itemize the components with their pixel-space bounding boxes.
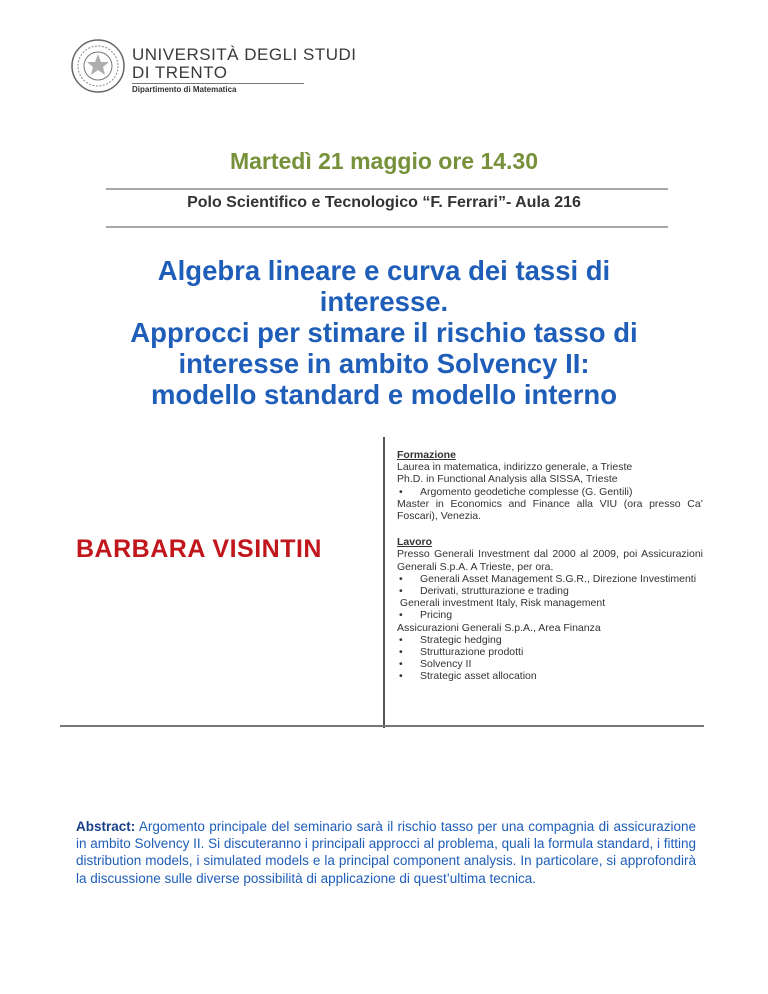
lavoro-heading: Lavoro — [397, 536, 433, 549]
formazione-heading: Formazione — [397, 449, 456, 461]
title-line: interesse. — [319, 286, 449, 317]
bio-line: Master in Economics and Finance alla VIU (ora presso Ca’ Foscari), Venezia. — [397, 497, 703, 523]
title-line: modello standard e modello interno — [150, 379, 618, 410]
bio-bullet: • Pricing — [397, 609, 703, 621]
bio-bullet: • Strategic asset allocation — [397, 670, 703, 682]
venue-top-divider — [106, 188, 668, 190]
title-line: Algebra lineare e curva dei tassi di — [157, 255, 611, 286]
bio-line: Generali investment Italy, Risk management — [397, 597, 606, 610]
title-line: Approcci per stimare il rischio tasso di — [130, 317, 638, 348]
department-divider — [132, 83, 304, 84]
bio-line: Assicurazioni Generali S.p.A., Area Finanza — [397, 621, 601, 634]
lavoro-list-a — [397, 573, 703, 597]
speaker-name: BARBARA VISINTIN — [76, 535, 322, 563]
lavoro-list-c — [397, 634, 703, 683]
event-date: Martedì 21 maggio ore 14.30 — [229, 148, 539, 174]
section-horizontal-divider — [60, 725, 704, 727]
seminar-title — [40, 255, 728, 410]
bio-bullet: • Argomento geodetiche complesse (G. Gentili) — [397, 486, 703, 498]
bio-bullet: • Generali Asset Management S.G.R., Direzione Investimenti — [397, 573, 703, 585]
bio-bullet: • Solvency II — [397, 658, 703, 670]
department-name: Dipartimento di Matematica — [132, 85, 237, 94]
university-name-line1: UNIVERSITÀ DEGLI STUDI — [132, 45, 357, 64]
university-seal-logo — [70, 38, 126, 94]
university-name-line2: DI TRENTO — [132, 63, 228, 82]
abstract — [76, 818, 696, 887]
title-line: interesse in ambito Solvency II: — [178, 348, 590, 379]
formazione-list — [397, 486, 703, 498]
section-vertical-divider — [383, 437, 385, 728]
event-venue: Polo Scientifico e Tecnologico “F. Ferrari”- Aula 216 — [187, 194, 581, 211]
bio-bullet: • Strategic hedging — [397, 634, 703, 646]
bio-bullet: • Strutturazione prodotti — [397, 646, 703, 658]
bio-line: Laurea in matematica, indirizzo generale, a Trieste — [397, 461, 633, 474]
abstract-text: Argomento principale del seminario sarà il rischio tasso per una compagnia di assicurazione in ambito Solvency II. Si discuteranno i principali approcci al problema, quali la formula standard, i fitting distribution models, i simulated models e la principal component analysis. In particolare, si approfondirà la discussione sulle diverse possibilità di applicazione di quest’ultima tecnica. — [76, 819, 696, 886]
bio-line: Ph.D. in Functional Analysis alla SISSA, Trieste — [397, 473, 618, 486]
lavoro-list-b — [397, 609, 703, 621]
venue-bottom-divider — [106, 226, 668, 228]
abstract-label: Abstract: — [76, 819, 136, 834]
speaker-bio — [397, 449, 703, 683]
bio-bullet: • Derivati, strutturazione e trading — [397, 585, 703, 597]
bio-line: Presso Generali Investment dal 2000 al 2009, poi Assicurazioni Generali S.p.A. A Trieste, per ora. — [397, 548, 703, 573]
